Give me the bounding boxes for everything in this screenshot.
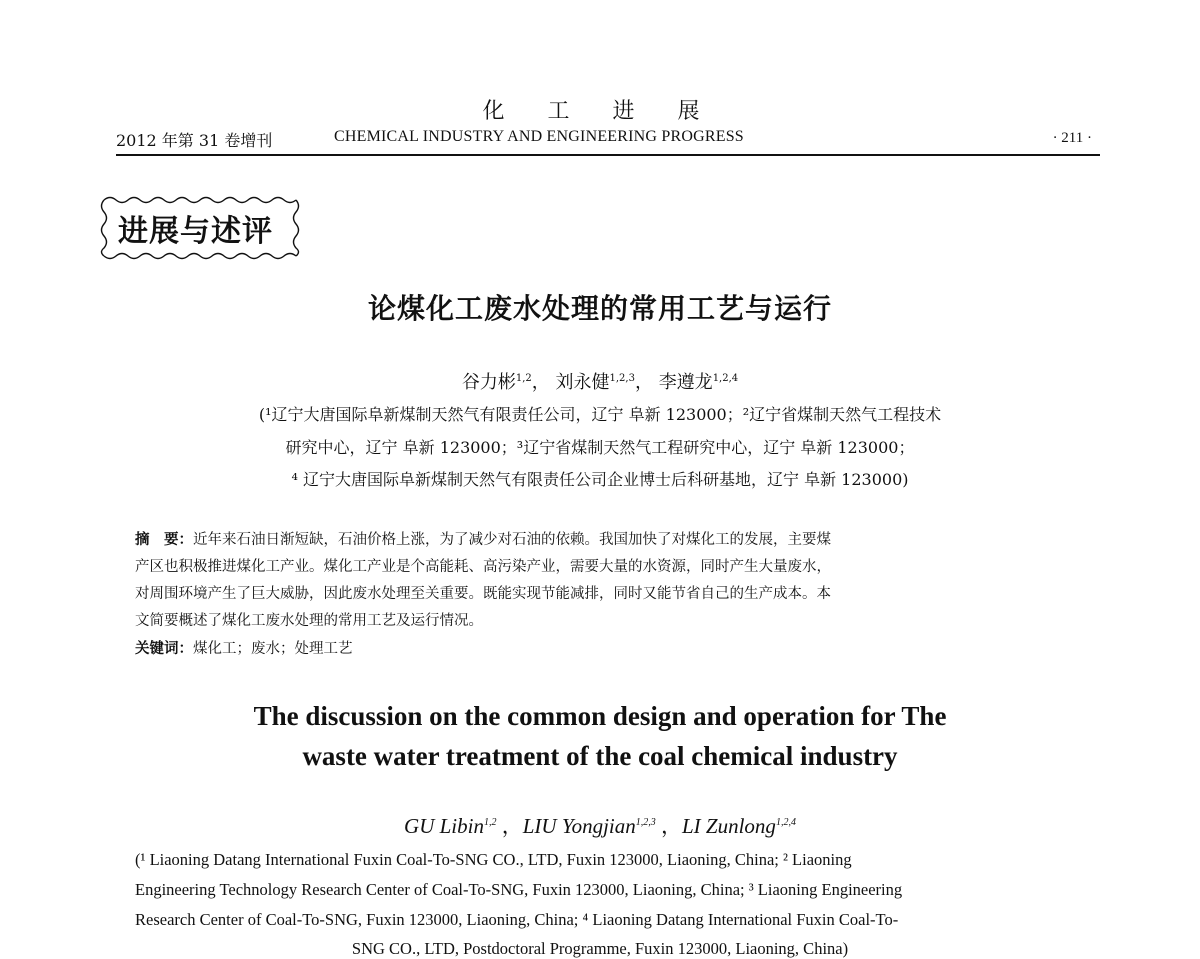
keywords-line [135, 635, 1065, 663]
affiliation-cn-line: ⁴ 辽宁大唐国际阜新煤制天然气有限责任公司企业博士后科研基地，辽宁 阜新 123000) [291, 470, 909, 489]
abstract-text: 近年来石油日渐短缺，石油价格上涨，为了减少对石油的依赖。我国加快了对煤化工的发展，主要煤 [193, 532, 831, 548]
affiliation-en-line: Research Center of Coal-To-SNG, Fuxin 123000, Liaoning, China; ⁴ Liaoning Datang International Fuxin Coal-To- [135, 910, 899, 929]
affiliation-en-line: (¹ Liaoning Datang International Fuxin Coal-To-SNG CO., LTD, Fuxin 123000, Liaoning, China; ² Liaoning [135, 850, 852, 869]
author-name: 李遵龙 [658, 372, 713, 393]
authors-en [0, 810, 1200, 840]
journal-title-cn: 化 工 进 展 [482, 99, 718, 124]
author-separator: ， [501, 814, 523, 838]
author-name: 谷力彬 [461, 372, 516, 393]
abstract [135, 526, 1065, 663]
affiliation-cn-line: (¹辽宁大唐国际阜新煤制天然气有限责任公司，辽宁 阜新 123000；²辽宁省煤制天然气工程技术 [258, 405, 942, 424]
running-header [116, 128, 1100, 154]
keywords: 煤化工；废水；处理工艺 [193, 641, 353, 657]
affiliation-en-line: SNG CO., LTD, Postdoctoral Programme, Fuxin 123000, Liaoning, China) [351, 939, 849, 958]
author-separator: ， [531, 372, 550, 393]
page-number: · 211 · [1052, 130, 1092, 146]
issue-info: 2012 年第 31 卷增刊 [116, 131, 273, 150]
author-affiliation-sup: 1,2,3 [609, 373, 635, 384]
journal-title-en: CHEMICAL INDUSTRY AND ENGINEERING PROGRESS [334, 128, 744, 145]
author-name-en: LIU Yongjian [522, 814, 636, 838]
affiliation-en-line: Engineering Technology Research Center of Coal-To-SNG, Fuxin 123000, Liaoning, China; ³ Liaoning Engineering [135, 880, 903, 899]
author-affiliation-sup: 1,2 [515, 373, 532, 384]
section-label: 进展与述评 [118, 214, 273, 249]
author-affiliation-sup: 1,2,3 [635, 817, 656, 828]
abstract-line: 文简要概述了煤化工废水处理的常用工艺及运行情况。 [135, 613, 483, 629]
author-name: 刘永健 [555, 372, 610, 393]
abstract-label: 摘 要： [135, 531, 193, 548]
author-separator: ， [634, 372, 653, 393]
abstract-line: 产区也积极推进煤化工产业。煤化工产业是个高能耗、高污染产业，需要大量的水资源，同时产生大量废水， [135, 559, 831, 575]
author-name-en: GU Libin [404, 814, 484, 838]
author-affiliation-sup: 1,2,4 [712, 373, 739, 384]
keywords-label: 关键词： [135, 640, 193, 657]
header-rule [116, 154, 1100, 156]
author-separator: ， [661, 814, 682, 838]
abstract-line [135, 526, 1065, 554]
title-en [0, 696, 1200, 776]
authors-cn [0, 368, 1200, 394]
title-cn: 论煤化工废水处理的常用工艺与运行 [367, 292, 832, 325]
title-en-line: The discussion on the common design and operation for The [253, 701, 947, 731]
author-affiliation-sup: 1,2,4 [775, 817, 796, 828]
affiliation-cn-line: 研究中心，辽宁 阜新 123000；³辽宁省煤制天然气工程研究中心，辽宁 阜新 123000； [285, 438, 915, 457]
author-name-en: LI Zunlong [682, 814, 776, 838]
author-affiliation-sup: 1,2 [483, 817, 497, 828]
abstract-line: 对周围环境产生了巨大威胁，因此废水处理至关重要。既能实现节能减排，同时又能节省自己的生产成本。本 [135, 586, 831, 602]
title-en-line: waste water treatment of the coal chemical industry [302, 741, 898, 771]
section-label-box [96, 192, 300, 264]
